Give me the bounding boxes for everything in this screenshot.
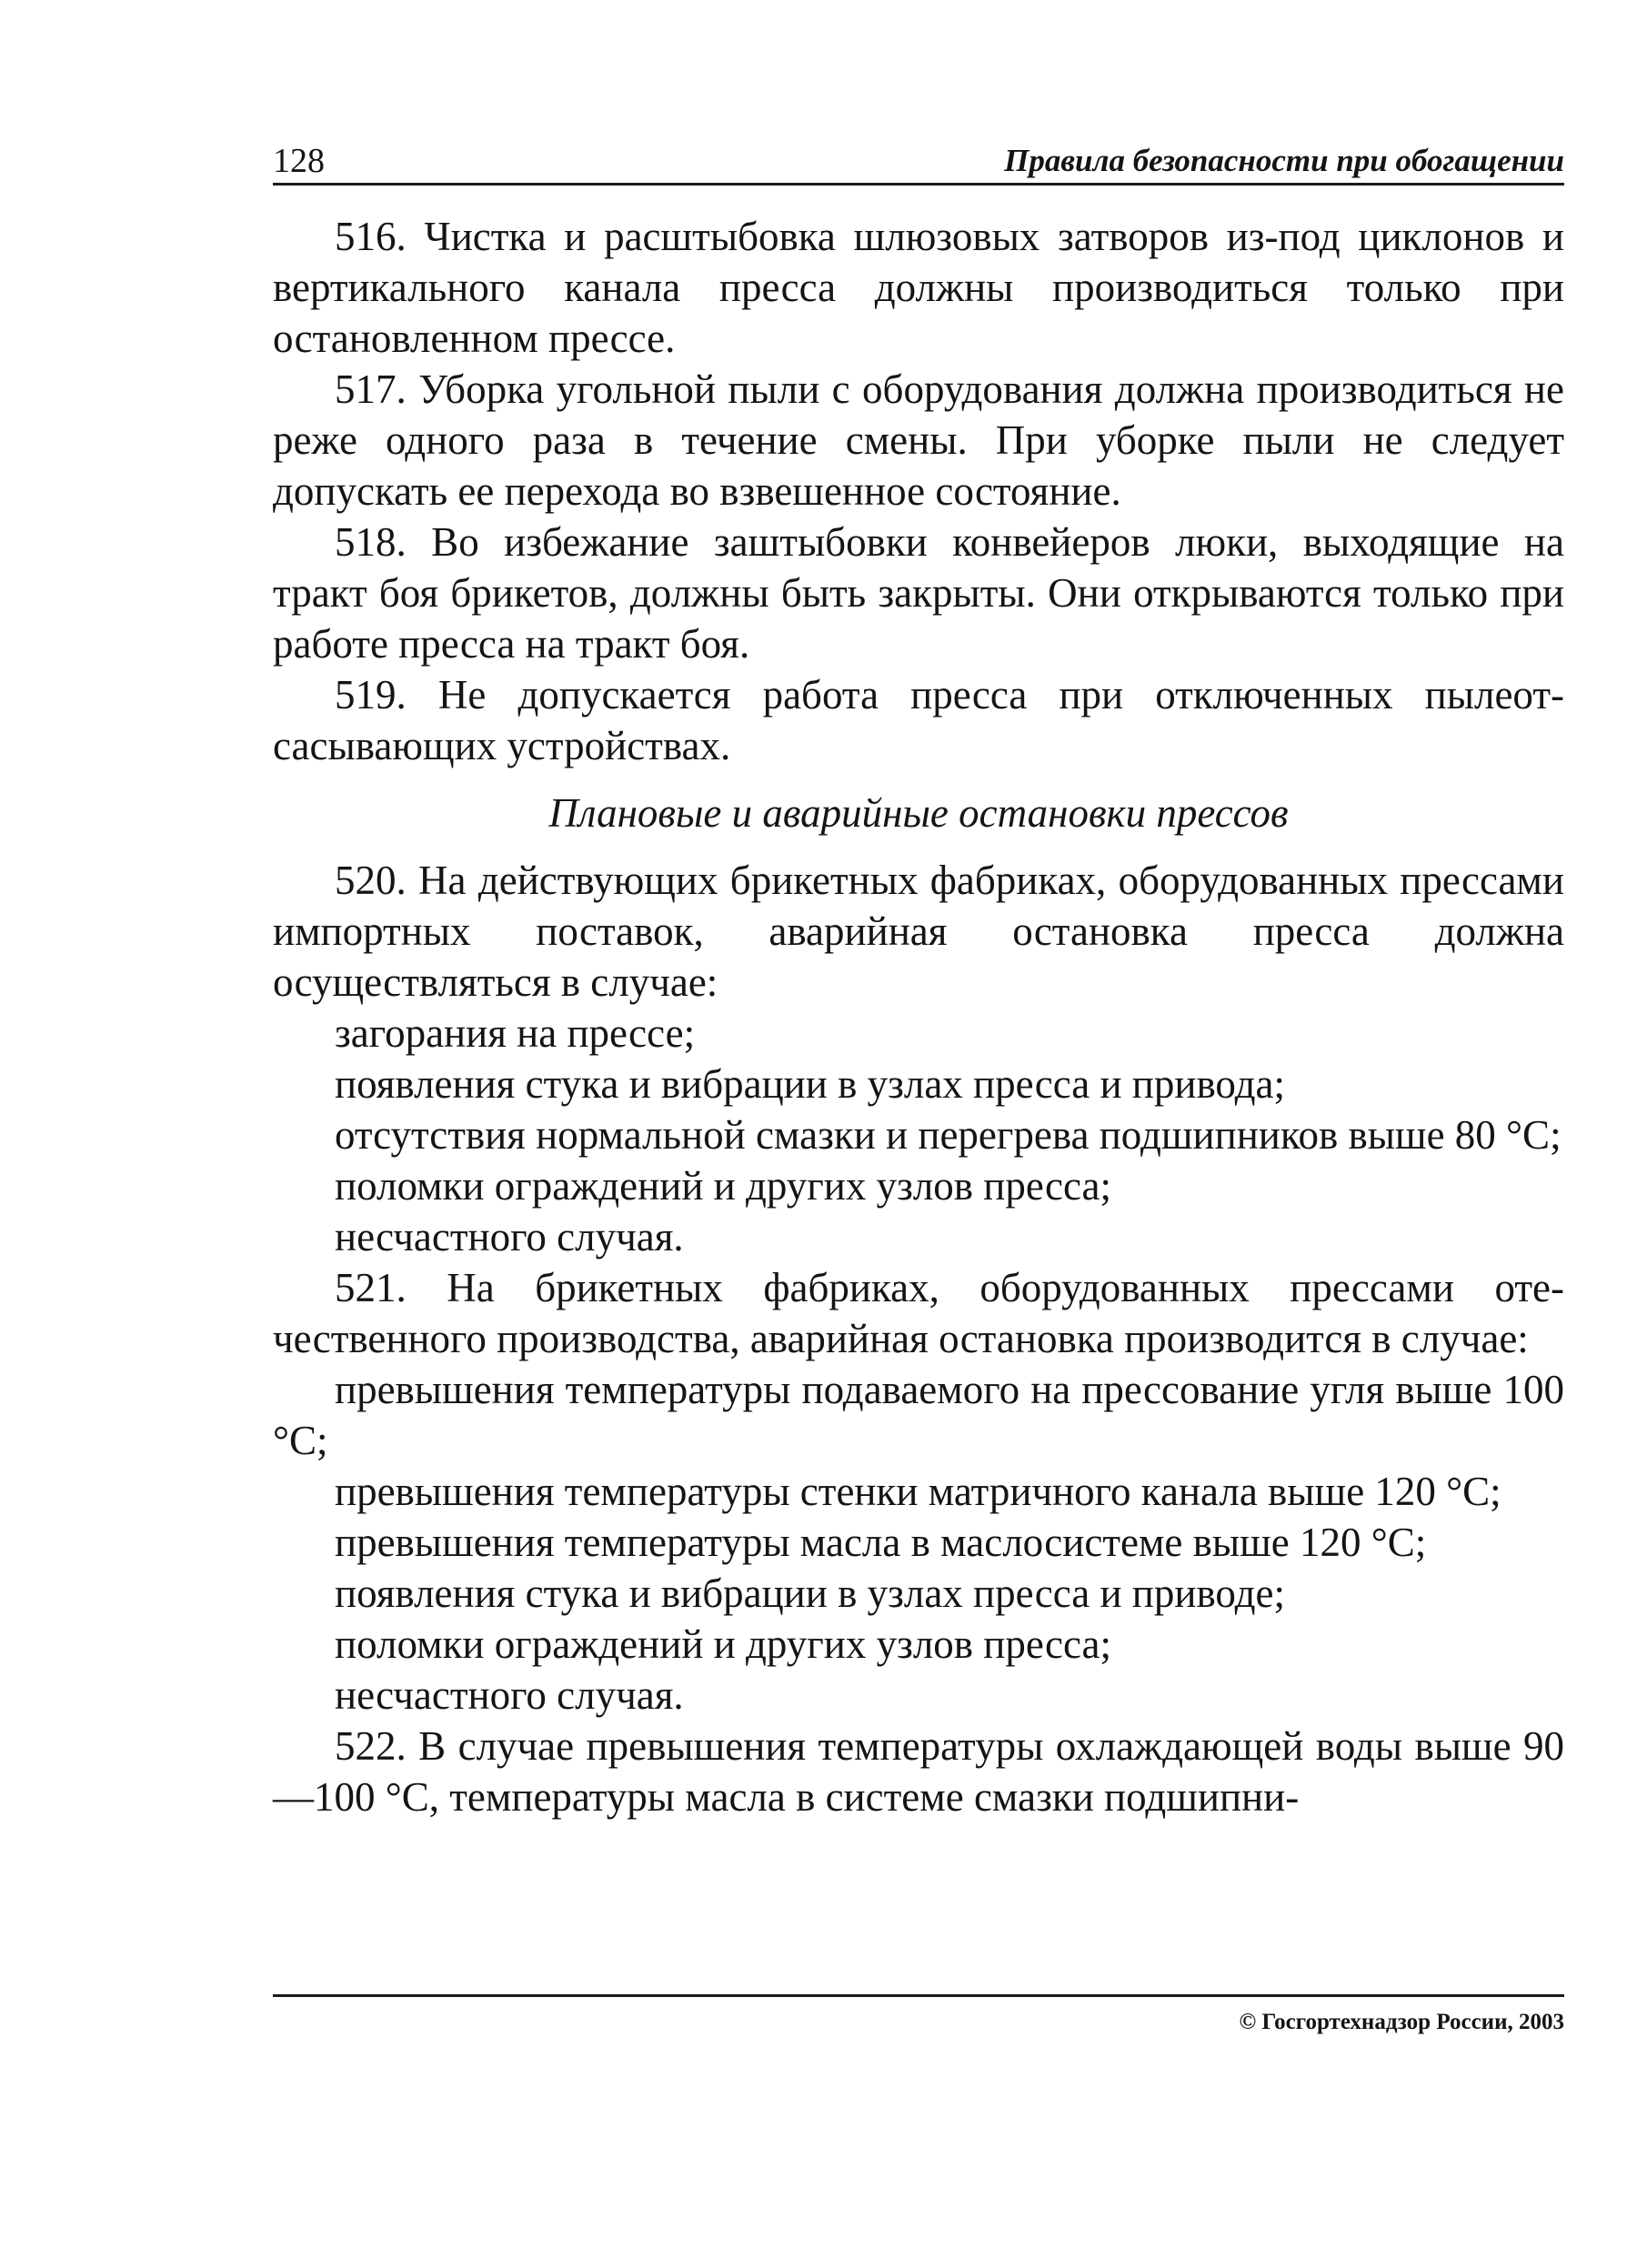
list-item: поломки ограждений и других узлов пресса;	[335, 1621, 1111, 1667]
page-header	[273, 132, 1564, 186]
paragraph-517: 517. Уборка угольной пыли с оборудования должна производиться не реже одного раза в течение смены. При уборке пыли не следует допускать ее перехода во взвешенное состояние.	[273, 366, 1564, 514]
list-item: превышения температуры масла в маслосистеме выше 120 °С;	[335, 1520, 1427, 1565]
copyright-text: © Госгортехнадзор России, 2003	[1239, 2010, 1564, 2034]
page	[273, 132, 1564, 1822]
section-heading: Плановые и аварийные остановки прессов	[548, 790, 1289, 836]
list-item: появления стука и вибрации в узлах пресса и приводе;	[335, 1571, 1285, 1616]
list-item: появления стука и вибрации в узлах пресса и привода;	[335, 1061, 1285, 1107]
paragraph-516: 516. Чистка и расштыбовка шлюзовых затворов из-под циклонов и вертикального канала пресса должны производиться только при остановленном прессе.	[273, 214, 1564, 361]
list-item: превышения температуры стенки матричного канала выше 120 °С;	[335, 1469, 1501, 1514]
page-body	[273, 211, 1564, 1822]
paragraph-518: 518. Во избежание заштыбовки конвейеров люки, выходящие на тракт боя брикетов, должны быть закрыты. Они открываются только при работе пресса на тракт боя.	[273, 519, 1564, 667]
paragraph-520: 520. На действующих брикетных фабриках, оборудованных прессами импортных поставок, аварийная остановка пресса должна осуществляться в случае:	[273, 858, 1564, 1005]
paragraph-519: 519. Не допускается работа пресса при отключенных пылеотсасывающих устройствах.	[273, 672, 1564, 768]
list-item: несчастного случая.	[335, 1214, 684, 1259]
list-item: поломки ограждений и других узлов пресса;	[335, 1163, 1111, 1209]
list-item: отсутствия нормальной смазки и перегрева подшипников выше 80 °С;	[335, 1112, 1562, 1158]
list-item: загорания на прессе;	[335, 1010, 696, 1056]
running-title: Правила безопасности при обогащении	[1004, 143, 1564, 178]
list-item: превышения температуры подаваемого на прессование угля выше 100 °С;	[273, 1367, 1564, 1463]
list-item: несчастного случая.	[335, 1672, 684, 1718]
paragraph-522: 522. В случае превышения температуры охлаждающей воды выше 90—100 °С, температуры масла в системе смазки подшипни-	[273, 1723, 1564, 1820]
page-number: 128	[273, 142, 325, 180]
page-footer	[273, 1994, 1564, 2035]
paragraph-521: 521. На брикетных фабриках, оборудованных прессами отечественного производства, аварийная остановка производится в случае:	[273, 1265, 1564, 1361]
